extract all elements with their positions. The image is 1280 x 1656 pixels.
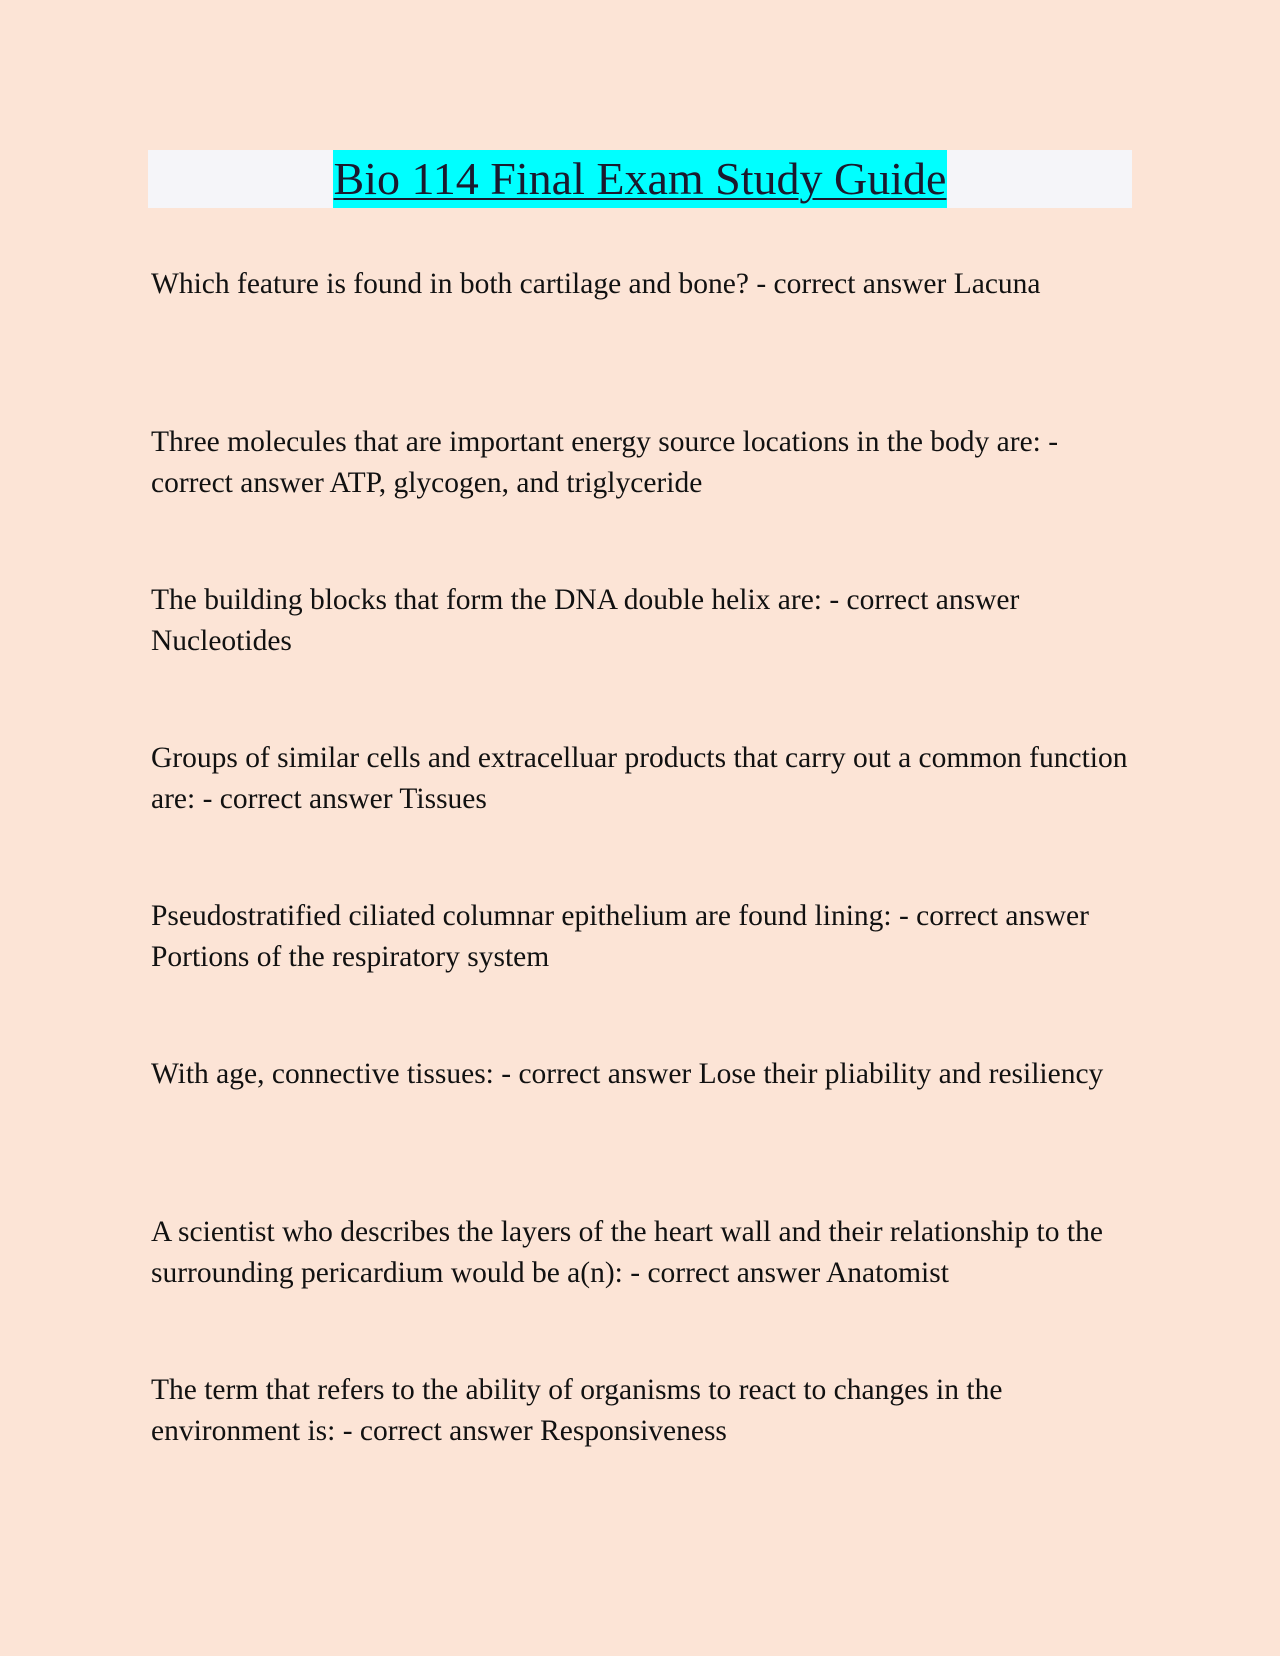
qa-item-5: Pseudostratified ciliated columnar epithelium are found lining: - correct answer Portions of the respiratory system <box>151 900 1089 973</box>
qa-item-7: A scientist who describes the layers of the heart wall and their relationship to the surrounding pericardium would be a(n): - correct answer Anatomist <box>151 1216 1103 1289</box>
qa-item-3: The building blocks that form the DNA double helix are: - correct answer Nucleotides <box>151 584 1020 657</box>
qa-item-1: Which feature is found in both cartilage and bone? - correct answer Lacuna <box>151 268 1041 300</box>
qa-item-4: Groups of similar cells and extracelluar products that carry out a common function are: - correct answer Tissues <box>151 742 1128 815</box>
qa-item-2: Three molecules that are important energy source locations in the body are: - correct answer ATP, glycogen, and triglyceride <box>151 426 1059 499</box>
title-band <box>148 150 1132 208</box>
qa-item-8: The term that refers to the ability of organisms to react to changes in the environment is: - correct answer Responsiveness <box>151 1374 1003 1447</box>
qa-item-6: With age, connective tissues: - correct answer Lose their pliability and resiliency <box>151 1058 1104 1090</box>
document-title: Bio 114 Final Exam Study Guide <box>333 150 948 208</box>
question-answer-list <box>151 264 1141 1528</box>
